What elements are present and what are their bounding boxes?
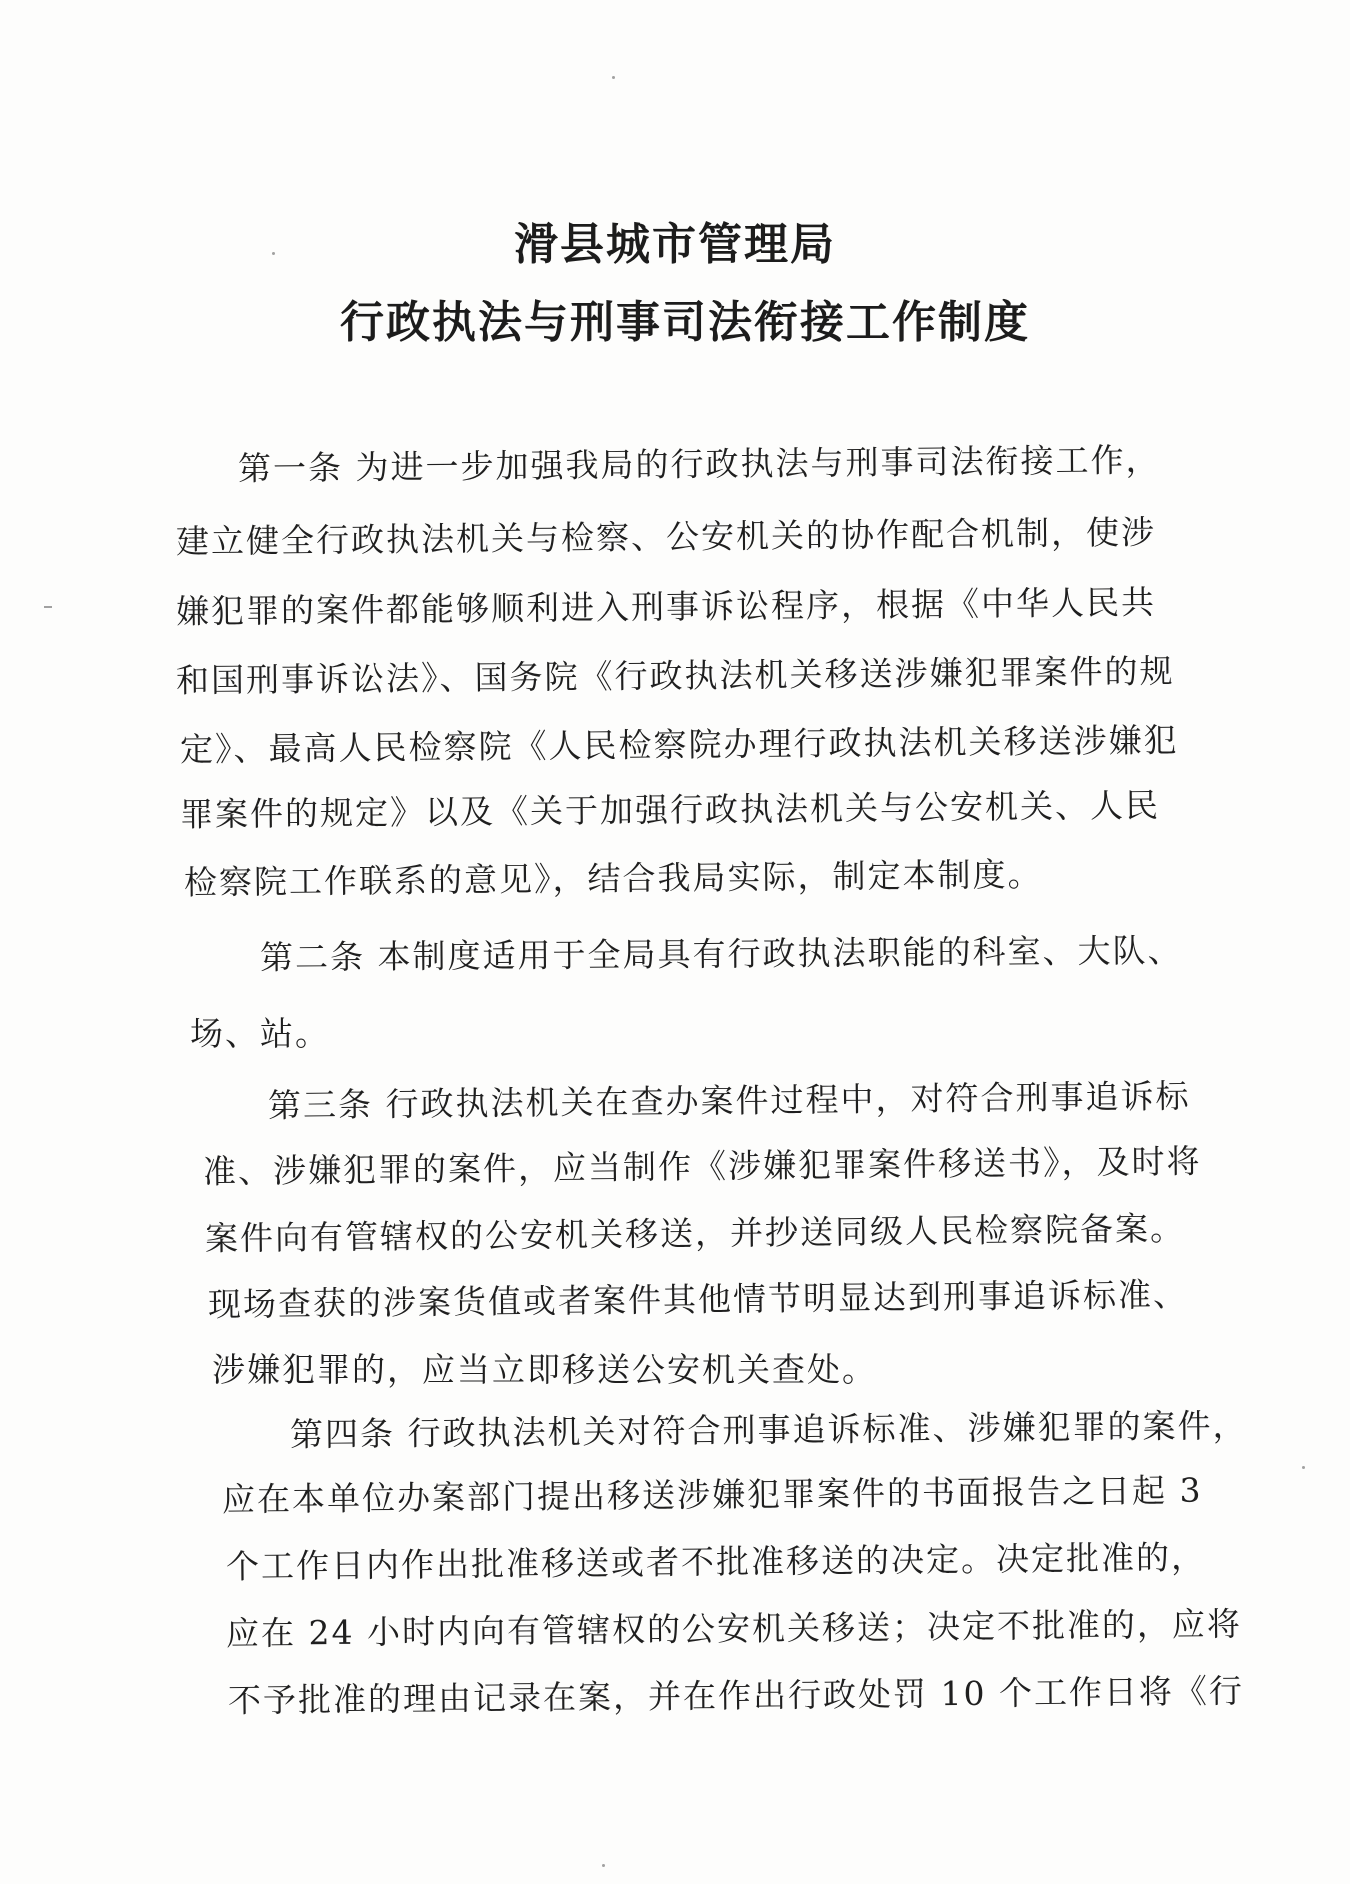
paragraph-line: 个工作日内作出批准移送或者不批准移送的决定。决定批准的， [225, 1537, 1207, 1586]
paragraph-line: 和国刑事诉讼法》、国务院《行政执法机关移送涉嫌犯罪案件的规 [175, 651, 1175, 700]
paragraph-line: 应在 24 小时内向有管辖权的公安机关移送；决定不批准的，应将 [225, 1604, 1243, 1653]
paragraph-line: 现场查获的涉案货值或者案件其他情节明显达到刑事追诉标准、 [207, 1274, 1189, 1324]
scan-speck [44, 606, 52, 608]
paragraph-line: 建立健全行政执法机关与检察、公安机关的协作配合机制，使涉 [175, 512, 1157, 561]
paragraph-line: 罪案件的规定》以及《关于加强行政执法机关与公安机关、人民 [179, 785, 1161, 834]
scan-speck [602, 1864, 605, 1867]
paragraph-line: 第二条 本制度适用于全局具有行政执法职能的科室、大队、 [259, 930, 1183, 977]
paragraph-line: 准、涉嫌犯罪的案件，应当制作《涉嫌犯罪案件移送书》，及时将 [202, 1141, 1202, 1191]
paragraph-line: 嫌犯罪的案件都能够顺利进入刑事诉讼程序，根据《中华人民共 [175, 582, 1157, 631]
paragraph-line: 案件向有管辖权的公安机关移送，并抄送同级人民检察院备案。 [204, 1208, 1186, 1258]
paragraph-line: 涉嫌犯罪的，应当立即移送公安机关查处。 [212, 1350, 877, 1389]
scan-speck [1302, 1466, 1305, 1469]
scan-speck [612, 76, 615, 79]
document-title: 滑县城市管理局 [514, 219, 836, 270]
document-subtitle: 行政执法与刑事司法衔接工作制度 [340, 297, 1030, 348]
paragraph-line: 场、站。 [190, 1014, 330, 1053]
paragraph-line: 应在本单位办案部门提出移送涉嫌犯罪案件的书面报告之日起 3 [221, 1470, 1203, 1519]
paragraph-line: 第三条 行政执法机关在查办案件过程中，对符合刑事追诉标 [267, 1076, 1191, 1125]
paragraph-line: 定》、最高人民检察院《人民检察院办理行政执法机关移送涉嫌犯 [179, 720, 1179, 769]
paragraph-line: 检察院工作联系的意见》，结合我局实际，制定本制度。 [183, 854, 1043, 902]
paragraph-line: 第一条 为进一步加强我局的行政执法与刑事司法衔接工作， [237, 440, 1161, 488]
paragraph-line: 不予批准的理由记录在案，并在作出行政处罚 10 个工作日将《行 [227, 1671, 1245, 1720]
paragraph-line: 第四条 行政执法机关对符合刑事追诉标准、涉嫌犯罪的案件， [289, 1405, 1248, 1454]
